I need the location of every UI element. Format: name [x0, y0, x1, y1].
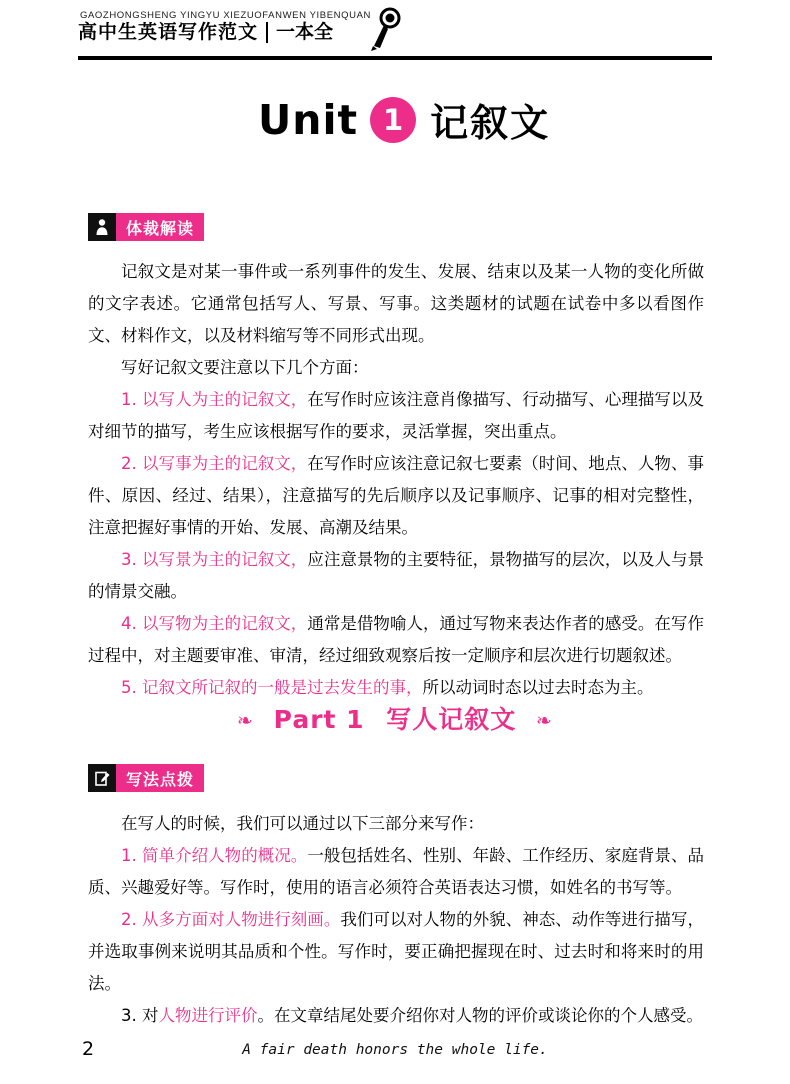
- genre-explanation-text: [88, 256, 704, 704]
- paragraph: [88, 808, 704, 840]
- highlight-text: 人物进行评价: [158, 1006, 258, 1025]
- ornament-left: ❧: [237, 710, 254, 732]
- plain-text: 一般包括姓名、性别、年龄、工作经历、家庭背景、品质、兴趣爱好等。写作时，使用的语言必须符合英语表达习惯，如姓名的书写等。: [88, 846, 704, 897]
- highlight-text: 5. 记叙文所记叙的一般是过去发生的事，: [121, 678, 423, 697]
- part-heading-en: Part 1: [273, 705, 365, 734]
- unit-number-badge: 1: [370, 97, 416, 143]
- highlight-text: 2. 以写事为主的记叙文，: [121, 454, 308, 473]
- plain-text: 记叙文是对某一事件或一系列事件的发生、发展、结束以及某一人物的变化所做的文字表述。它通常包括写人、写景、写事。这类题材的试题在试卷中多以看图作文、材料作文，以及材料缩写等不同形式出现。: [88, 262, 704, 345]
- plain-text: 通常是借物喻人，通过写物来表达作者的感受。在写作过程中，对主题要审准、审清，经过细致观察后按一定顺序和层次进行切题叙述。: [88, 614, 704, 665]
- plain-text: 应注意景物的主要特征，景物描写的层次，以及人与景的情景交融。: [88, 550, 704, 601]
- pencil-note-icon: [88, 764, 116, 792]
- part-heading: [0, 700, 790, 736]
- plain-text: 。在文章结尾处要介绍你对人物的评价或谈论你的个人感受。: [257, 1006, 703, 1025]
- paragraph: [88, 448, 704, 544]
- paragraph: [88, 544, 704, 608]
- plain-text: 所以动词时态以过去时态为主。: [422, 678, 654, 697]
- section-tag-genre-label: 体裁解读: [116, 213, 204, 241]
- book-subtitle: 一本全: [266, 22, 333, 43]
- method-tips-text: [88, 808, 704, 1032]
- footer-quote: A fair death honors the whole life.: [242, 1042, 548, 1058]
- person-icon: [88, 213, 116, 241]
- header-pinyin: GAOZHONGSHENG YINGYU XIEZUOFANWEN YIBENQUAN: [80, 10, 371, 21]
- paragraph: [88, 384, 704, 448]
- highlight-text: 3. 以写景为主的记叙文，: [121, 550, 308, 569]
- paragraph: [88, 840, 704, 904]
- paragraph: [88, 256, 704, 352]
- plain-text: 在写人的时候，我们可以通过以下三部分来写作：: [121, 814, 484, 833]
- paragraph: [88, 352, 704, 384]
- unit-word: Unit: [258, 95, 359, 144]
- plain-text: 在写作时应该注意记叙七要素（时间、地点、人物、事件、原因、经过、结果），注意描写的先后顺序以及记事顺序、记事的相对完整性，注意把握好事情的开始、发展、高潮及结果。: [88, 454, 704, 537]
- plain-text: 3. 对: [121, 1006, 159, 1025]
- paragraph: [88, 904, 704, 1000]
- highlight-text: 2. 从多方面对人物进行刻画。: [121, 910, 341, 929]
- page-number: 2: [82, 1038, 95, 1060]
- plain-text: 我们可以对人物的外貌、神态、动作等进行描写，并选取事例来说明其品质和个性。写作时，要正确把握现在时、过去时和将来时的用法。: [88, 910, 704, 993]
- highlight-text: 4. 以写物为主的记叙文，: [121, 614, 308, 633]
- ornament-right: ❧: [536, 710, 553, 732]
- page-header: [78, 10, 712, 58]
- section-tag-method-label: 写法点拨: [116, 764, 204, 792]
- header-divider: [78, 56, 712, 60]
- unit-type-label: 记叙文: [430, 101, 551, 145]
- magnifier-pen-icon: [368, 6, 408, 52]
- part-heading-cn: 写人记叙文: [386, 705, 517, 734]
- paragraph: [88, 608, 704, 672]
- highlight-text: 1. 以写人为主的记叙文，: [121, 390, 308, 409]
- section-tag-method: [88, 764, 204, 792]
- unit-title: [258, 92, 550, 147]
- paragraph: [88, 1000, 704, 1032]
- section-tag-genre: [88, 213, 204, 241]
- book-title: 高中生英语写作范文: [78, 21, 259, 43]
- highlight-text: 1. 简单介绍人物的概况。: [121, 846, 308, 865]
- plain-text: 写好记叙文要注意以下几个方面：: [121, 358, 369, 377]
- plain-text: 在写作时应该注意肖像描写、行动描写、心理描写以及对细节的描写，考生应该根据写作的要求，灵活掌握，突出重点。: [88, 390, 704, 441]
